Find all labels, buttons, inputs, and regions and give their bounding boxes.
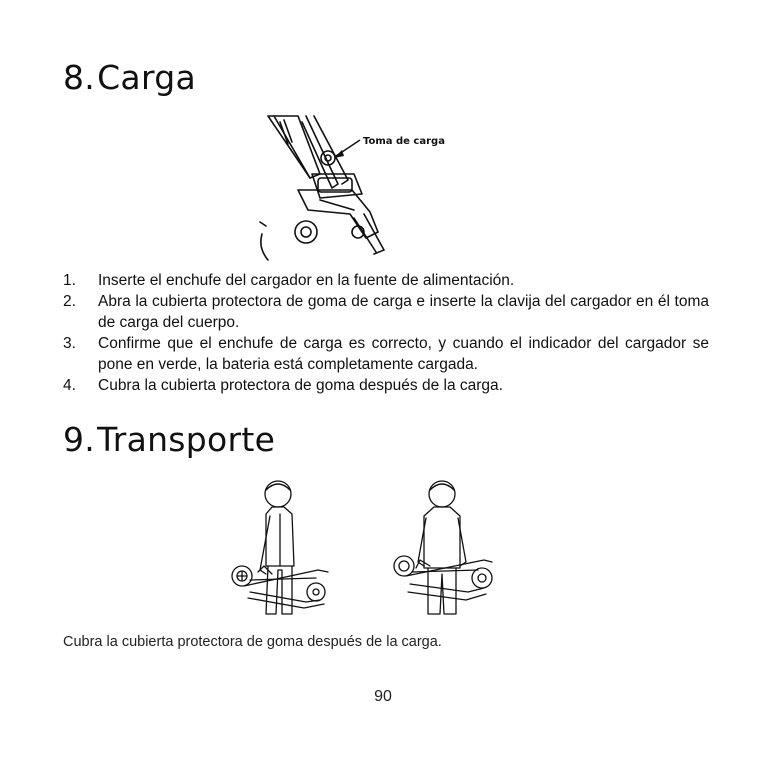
list-item [63, 333, 709, 375]
list-item [63, 291, 709, 333]
section-number: 9. [63, 420, 96, 459]
figure-caption: Cubra la cubierta protectora de goma después de la carga. [63, 634, 442, 650]
step-number: 4. [63, 377, 76, 394]
list-item [63, 375, 709, 396]
step-number: 3. [63, 335, 76, 352]
callout-label-charging-port: Toma de carga [363, 136, 445, 147]
page-number: 90 [374, 688, 392, 705]
step-text: Confirme que el enchufe de carga es correcto, y cuando el indicador del cargador se pone en verde, la bateria está completamente cargada. [98, 335, 709, 373]
step-number: 1. [63, 272, 76, 289]
section-title: Transporte [97, 420, 276, 459]
charging-steps-list [63, 270, 709, 396]
step-text: Inserte el enchufe del cargador en la fuente de alimentación. [98, 272, 515, 289]
section-title: Carga [97, 58, 197, 97]
section-heading-transport [63, 420, 275, 459]
person-carrying-folded-scooter-drawing [220, 474, 520, 624]
step-number: 2. [63, 293, 76, 310]
step-text: Cubra la cubierta protectora de goma después de la carga. [98, 377, 503, 394]
list-item [63, 270, 709, 291]
step-text: Abra la cubierta protectora de goma de carga e inserte la clavija del cargador en él toma de carga del cuerpo. [98, 293, 709, 331]
folded-scooter-1 [232, 566, 328, 608]
section-heading-charge [63, 58, 196, 97]
section-number: 8. [63, 58, 96, 97]
